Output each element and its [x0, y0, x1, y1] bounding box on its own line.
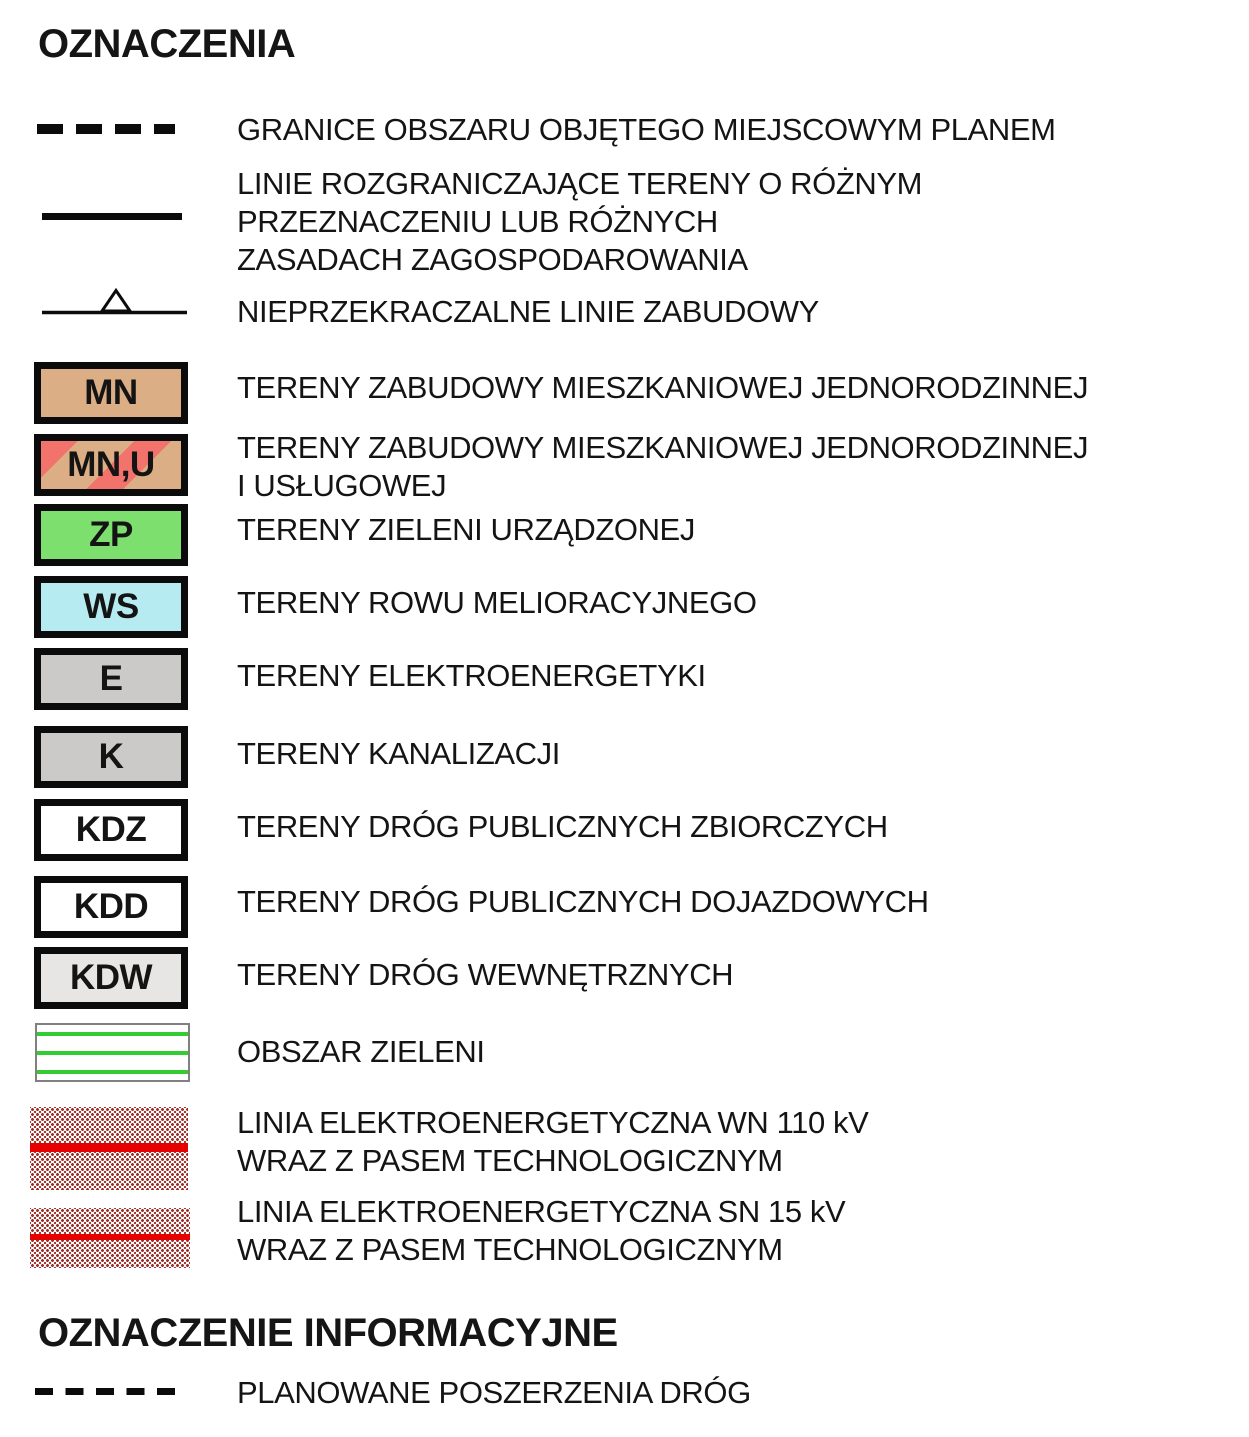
zone-swatch-mn	[34, 362, 188, 424]
green-area-label: OBSZAR ZIELENI	[237, 1034, 485, 1069]
zone-label-zp: TERENY ZIELENI URZĄDZONEJ	[237, 512, 695, 547]
building-line-label: NIEPRZEKRACZALNE LINIE ZABUDOWY	[237, 294, 819, 329]
zone-code-kdd: KDD	[73, 887, 149, 926]
zone-swatch-e	[34, 648, 188, 710]
zone-label-k: TERENY KANALIZACJI	[237, 736, 560, 771]
zone-swatch-kdz	[34, 799, 188, 861]
zone-label-kdz: TERENY DRÓG PUBLICZNYCH ZBIORCZYCH	[237, 809, 888, 844]
power-line-110-label-line2: WRAZ Z PASEM TECHNOLOGICZNYM	[237, 1143, 783, 1178]
zone-label-mnu-line2: I USŁUGOWEJ	[237, 468, 447, 503]
zone-label-mn: TERENY ZABUDOWY MIESZKANIOWEJ JEDNORODZINNEJ	[237, 370, 1089, 405]
zone-label-kdd: TERENY DRÓG PUBLICZNYCH DOJAZDOWYCH	[237, 884, 929, 919]
zone-label-e: TERENY ELEKTROENERGETYKI	[237, 658, 706, 693]
power-line-15-label-line1: LINIA ELEKTROENERGETYCZNA SN 15 kV	[237, 1194, 846, 1229]
green-area-swatch	[35, 1023, 190, 1082]
info-section-title: OZNACZENIE INFORMACYJNE	[38, 1311, 618, 1355]
green-line	[37, 1051, 188, 1055]
zone-code-ws: WS	[83, 587, 139, 626]
power-line-15-redline	[30, 1234, 190, 1240]
zone-label-mnu-line1: TERENY ZABUDOWY MIESZKANIOWEJ JEDNORODZINNEJ	[237, 430, 1089, 465]
zone-swatch-kdd	[34, 876, 188, 938]
dividing-lines-label-line3: ZASADACH ZAGOSPODAROWANIA	[237, 242, 748, 277]
power-line-110-label	[237, 1104, 868, 1180]
dividing-lines-label	[237, 165, 922, 279]
zone-swatch-ws	[34, 576, 188, 638]
zone-code-e: E	[99, 659, 123, 698]
zone-swatch-zp	[34, 504, 188, 566]
road-widening-dashed-line-symbol	[35, 1388, 175, 1395]
zone-swatch-k	[34, 726, 188, 788]
green-line	[37, 1032, 188, 1036]
road-widening-label: PLANOWANE POSZERZENIA DRÓG	[237, 1375, 751, 1410]
plan-boundary-label: GRANICE OBSZARU OBJĘTEGO MIEJSCOWYM PLANEM	[237, 112, 1056, 147]
dividing-lines-solid-line-symbol	[42, 213, 182, 220]
zone-code-mnu: MN,U	[67, 445, 155, 484]
legend-title: OZNACZENIA	[38, 22, 296, 66]
power-line-110-label-line1: LINIA ELEKTROENERGETYCZNA WN 110 kV	[237, 1105, 869, 1140]
zone-label-mnu	[237, 429, 1088, 505]
building-line-triangle-symbol	[42, 288, 187, 315]
zone-code-k: K	[98, 737, 124, 776]
zone-code-mn: MN	[84, 373, 138, 412]
power-line-110-redline	[30, 1143, 188, 1152]
zone-code-zp: ZP	[89, 515, 133, 554]
plan-boundary-dashed-line-symbol	[37, 124, 175, 134]
zone-label-kdw: TERENY DRÓG WEWNĘTRZNYCH	[237, 957, 734, 992]
green-line	[37, 1070, 188, 1074]
zone-swatch-mnu	[34, 434, 188, 496]
dividing-lines-label-line1: LINIE ROZGRANICZAJĄCE TERENY O RÓŻNYM	[237, 166, 923, 201]
zone-swatch-kdw	[34, 947, 188, 1009]
power-line-110-swatch	[30, 1107, 188, 1190]
power-line-15-label	[237, 1193, 845, 1269]
zone-label-ws: TERENY ROWU MELIORACYJNEGO	[237, 585, 757, 620]
zone-code-kdw: KDW	[69, 958, 153, 997]
zone-code-kdz: KDZ	[75, 810, 147, 849]
power-line-15-swatch	[30, 1208, 190, 1268]
dividing-lines-label-line2: PRZEZNACZENIU LUB RÓŻNYCH	[237, 204, 718, 239]
power-line-15-label-line2: WRAZ Z PASEM TECHNOLOGICZNYM	[237, 1232, 783, 1267]
